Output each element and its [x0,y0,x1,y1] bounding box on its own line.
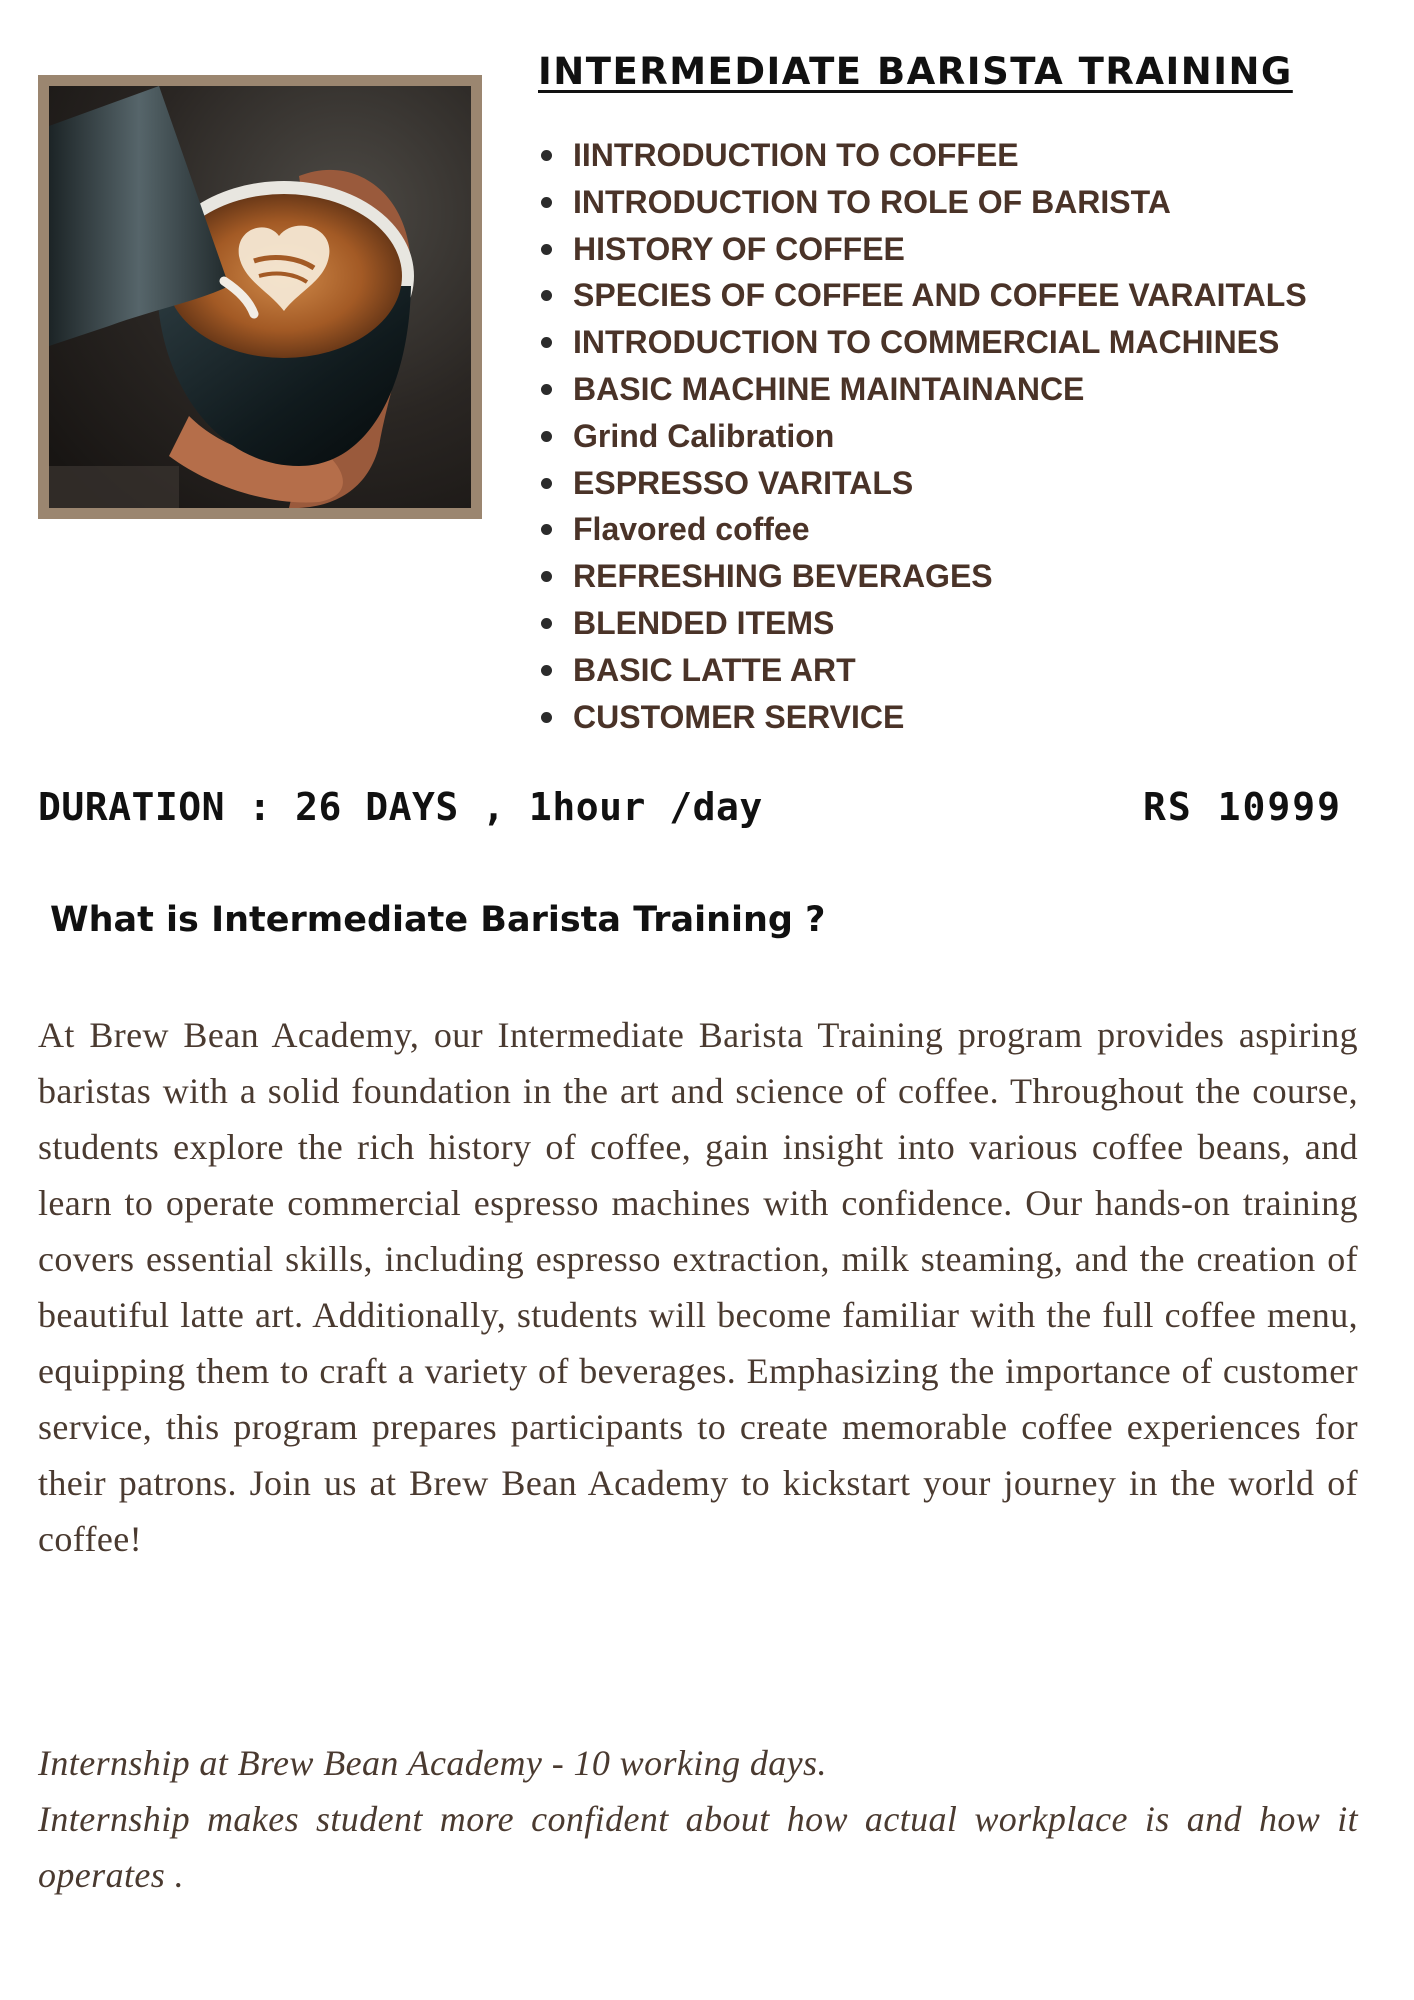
about-heading: What is Intermediate Barista Training ? [50,900,826,940]
list-item: SPECIES OF COFFEE AND COFFEE VARAITALS [538,272,1307,319]
about-body: At Brew Bean Academy, our Intermediate Barista Training program provides aspiring baristas with a solid foundation in the art and science of coffee. Throughout the course, students explore the rich history of coffee, gain insight into various coffee beans, and learn to operate commercial espresso machines with confidence. Our hands-on training covers essential skills, including espresso extraction, milk steaming, and the creation of beautiful latte art. Additionally, students will become familiar with the full coffee menu, equipping them to craft a variety of beverages. Emphasizing the importance of customer service, this program prepares participants to create memorable coffee experiences for their patrons. Join us at Brew Bean Academy to kickstart your journey in the world of coffee! [38,1015,1358,1559]
latte-art-pour-photo [49,86,471,508]
course-title: INTERMEDIATE BARISTA TRAINING [538,50,1293,93]
course-duration: DURATION : 26 DAYS , 1hour /day [38,785,763,829]
course-price: RS 10999 [1142,785,1342,829]
list-item: BLENDED ITEMS [538,600,1307,647]
list-item: IINTRODUCTION TO COFFEE [538,132,1307,179]
list-item: INTRODUCTION TO ROLE OF BARISTA [538,179,1307,226]
list-item: CUSTOMER SERVICE [538,694,1307,741]
list-item: REFRESHING BEVERAGES [538,553,1307,600]
list-item: BASIC MACHINE MAINTAINANCE [538,366,1307,413]
topic-list [538,132,1307,740]
list-item: ESPRESSO VARITALS [538,460,1307,507]
list-item: HISTORY OF COFFEE [538,226,1307,273]
list-item: Grind Calibration [538,413,1307,460]
internship-line-1: Internship at Brew Bean Academy - 10 working days. [38,1743,827,1783]
course-photo [38,75,482,519]
list-item: INTRODUCTION TO COMMERCIAL MACHINES [538,319,1307,366]
list-item: Flavored coffee [538,506,1307,553]
list-item: BASIC LATTE ART [538,647,1307,694]
internship-note [38,1735,1358,1903]
internship-line-2: Internship makes student more confident about how actual workplace is and how it operates . [38,1799,1358,1895]
